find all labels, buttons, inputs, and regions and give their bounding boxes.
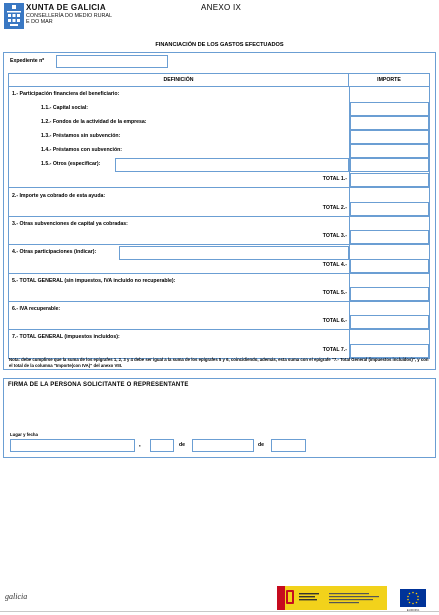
section-separator — [9, 244, 429, 245]
total-3-input[interactable] — [350, 230, 429, 244]
item-1-4-row — [9, 144, 429, 158]
eu-caption: EUROPA — [406, 608, 420, 612]
org-block — [26, 3, 112, 26]
total-4-label: TOTAL 4.- — [322, 262, 347, 268]
total-1-label: TOTAL 1.- — [322, 176, 347, 182]
section-4-label: 4.- Otras participaciones (indicar): — [12, 249, 97, 255]
section-separator — [9, 301, 429, 302]
section-6-label: 6.- IVA recuperable: — [12, 306, 61, 312]
total-5-row — [9, 287, 429, 301]
place-input[interactable] — [10, 439, 135, 452]
org-name: XUNTA DE GALICIA — [26, 3, 106, 12]
other-participations-input[interactable] — [119, 246, 349, 260]
de-label-1: de — [179, 442, 186, 448]
signature-title: FIRMA DE LA PERSONA SOLICITANTE O REPRESENTANTE — [8, 382, 189, 388]
section-7-label: 7.- TOTAL GENERAL (impuestos incluidos): — [12, 334, 120, 340]
item-1-1-importe-input[interactable] — [350, 102, 429, 116]
col-definicion: DEFINICIÓN — [9, 74, 349, 86]
item-1-2-label: 1.2.- Fondos de la actividad de la empresa: — [41, 119, 147, 125]
section-separator — [9, 273, 429, 274]
total-3-label: TOTAL 3.- — [322, 233, 347, 239]
total-7-row — [9, 344, 429, 358]
section-4-row — [9, 246, 429, 260]
document-title: FINANCIACIÓN DE LOS GASTOS EFECTUADOS — [155, 42, 284, 48]
total-2-row — [9, 202, 429, 216]
section-1-label: 1.- Participación financiera del beneficiario: — [12, 91, 120, 97]
total-2-input[interactable] — [350, 202, 429, 216]
section-7-row — [9, 331, 429, 345]
item-1-2-row — [9, 116, 429, 130]
total-5-label: TOTAL 5.- — [322, 290, 347, 296]
total-6-input[interactable] — [350, 315, 429, 329]
item-1-5-row — [9, 158, 429, 172]
section-separator — [9, 216, 429, 217]
item-1-3-importe-input[interactable] — [350, 130, 429, 144]
section-1-row — [9, 88, 429, 102]
xunta-logo-icon — [4, 3, 24, 29]
expediente-input[interactable] — [56, 55, 168, 68]
item-1-5-importe-input[interactable] — [350, 158, 429, 172]
item-1-1-row — [9, 102, 429, 116]
total-3-row — [9, 230, 429, 244]
eu-flag-icon — [400, 589, 426, 607]
day-input[interactable] — [150, 439, 174, 452]
item-1-4-importe-input[interactable] — [350, 144, 429, 158]
col-importe: IMPORTE — [377, 77, 401, 83]
table-body — [8, 87, 430, 359]
galicia-brand: galicia — [5, 592, 28, 601]
item-1-5-label: 1.5.- Otros (especificar): — [41, 161, 101, 167]
total-4-row — [9, 259, 429, 273]
section-separator — [9, 329, 429, 330]
de-label-2: de — [258, 442, 265, 448]
total-1-row — [9, 173, 429, 187]
item-1-4-label: 1.4.- Préstamos con subvención: — [41, 147, 123, 153]
government-of-spain-logo-icon — [277, 586, 387, 610]
table-header — [8, 73, 430, 87]
financing-table — [8, 73, 430, 359]
item-1-3-label: 1.3.- Préstamos sin subvención: — [41, 133, 121, 139]
org-dept-line2: E DO MAR — [26, 19, 53, 26]
total-4-input[interactable] — [350, 259, 429, 273]
total-1-input[interactable] — [350, 173, 429, 187]
section-5-label: 5.- TOTAL GENERAL (sin impuestos, IVA incluido no recuperable): — [12, 278, 176, 284]
table-note: Nota: debe cumplirse que la suma de los epígrafes 1, 2, 3 y 4 debe ser igual a la suma de los epígrafes 5 y 6, coincidiendo, además, esta suma con el epígrafe "7.- Total General (impuestos incluidos)", y con el total de la columna "Importe(con IVA)" del anexo VIII. — [9, 357, 429, 368]
total-2-label: TOTAL 2.- — [322, 205, 347, 211]
item-1-2-importe-input[interactable] — [350, 116, 429, 130]
annex-label: ANEXO IX — [201, 3, 242, 12]
section-2-label: 2.- Importe ya cobrado de esta ayuda: — [12, 193, 106, 199]
org-dept-line1: CONSELLERÍA DO MEDIO RURAL — [26, 13, 112, 19]
item-1-1-label: 1.1.- Capital social: — [41, 105, 88, 111]
total-5-input[interactable] — [350, 287, 429, 301]
year-input[interactable] — [271, 439, 306, 452]
section-separator — [9, 187, 429, 188]
total-7-label: TOTAL 7.- — [322, 347, 347, 353]
expediente-label: Expediente nº — [10, 58, 45, 64]
total-7-input[interactable] — [350, 344, 429, 358]
item-1-5-specify-input[interactable] — [115, 158, 349, 172]
total-6-label: TOTAL 6.- — [322, 318, 347, 324]
section-3-label: 3.- Otras subvenciones de capital ya cobradas: — [12, 221, 128, 227]
footer-divider — [0, 611, 439, 612]
comma-separator: , — [139, 442, 141, 448]
total-6-row — [9, 315, 429, 329]
month-input[interactable] — [192, 439, 254, 452]
item-1-3-row — [9, 130, 429, 144]
place-date-label: Lugar y fecha — [10, 432, 38, 437]
